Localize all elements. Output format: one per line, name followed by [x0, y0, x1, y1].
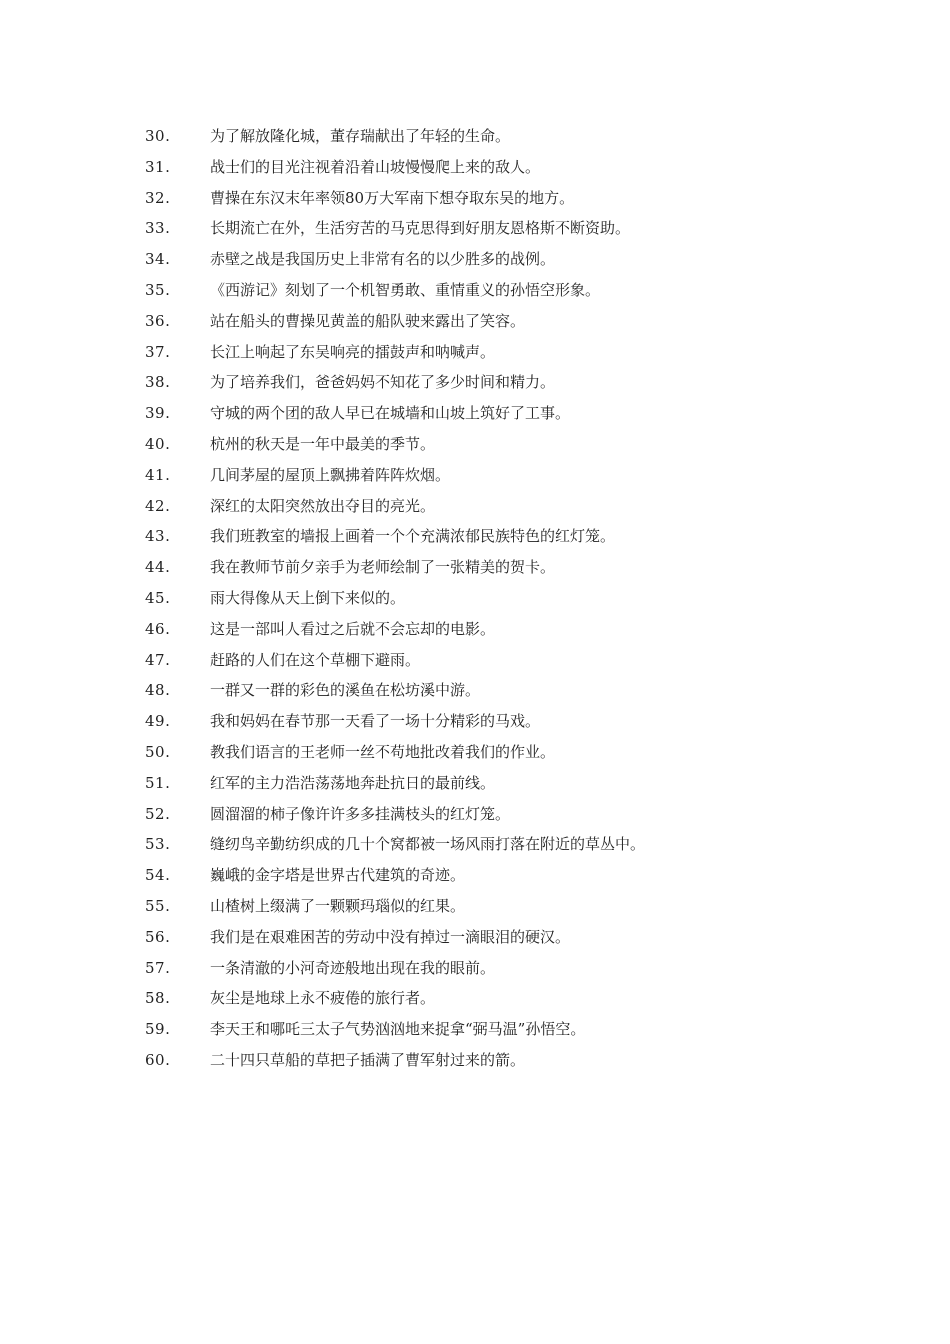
list-item [145, 645, 865, 676]
item-text: 缝纫鸟辛勤纺织成的几十个窝都被一场风雨打落在附近的草丛中。 [210, 835, 646, 854]
item-text: 我们班教室的墙报上画着一个个充满浓郁民族特色的红灯笼。 [210, 527, 616, 546]
item-text: 我们是在艰难困苦的劳动中没有掉过一滴眼泪的硬汉。 [210, 927, 571, 946]
item-text: 教我们语言的王老师一丝不苟地批改着我们的作业。 [210, 742, 556, 761]
item-number: 52. [145, 804, 171, 823]
item-text: 一条清澈的小河奇迹般地出现在我的眼前。 [210, 958, 496, 977]
item-text: 曹操在东汉末年率领80万大军南下想夺取东吴的地方。 [210, 188, 575, 207]
item-number: 54. [145, 866, 171, 885]
list-item [145, 152, 865, 183]
item-text: 为了解放隆化城，董存瑞献出了年轻的生命。 [210, 127, 511, 145]
item-text: 灰尘是地球上永不疲倦的旅行者。 [210, 989, 436, 1008]
list-item [145, 799, 865, 830]
item-number: 45. [145, 588, 171, 607]
item-text: 我和妈妈在春节那一天看了一场十分精彩的马戏。 [210, 712, 541, 731]
list-item [145, 121, 865, 152]
item-number: 57. [145, 958, 171, 977]
item-number: 38. [145, 373, 171, 392]
item-number: 59. [145, 1020, 171, 1039]
item-text: 红军的主力浩浩荡荡地奔赴抗日的最前线。 [210, 773, 496, 792]
item-text: 杭州的秋天是一年中最美的季节。 [210, 434, 436, 453]
list-item [145, 460, 865, 491]
list-item [145, 614, 865, 645]
item-number: 32. [145, 188, 171, 207]
item-text: 李天王和哪吒三太子气势汹汹地来捉拿“弼马温”孙悟空。 [210, 1020, 586, 1039]
item-number: 60. [145, 1050, 171, 1069]
item-number: 39. [145, 404, 171, 423]
item-number: 58. [145, 989, 171, 1008]
item-text: 巍峨的金字塔是世界古代建筑的奇迹。 [210, 866, 466, 885]
list-item [145, 398, 865, 429]
item-text: 我在教师节前夕亲手为老师绘制了一张精美的贺卡。 [210, 558, 556, 577]
list-item [145, 429, 865, 460]
item-text: 二十四只草船的草把子插满了曹军射过来的箭。 [210, 1050, 526, 1069]
list-item [145, 491, 865, 522]
item-text: 长江上响起了东吴响亮的擂鼓声和呐喊声。 [210, 342, 496, 361]
item-text: 站在船头的曹操见黄盖的船队驶来露出了笑容。 [210, 311, 526, 330]
item-text: 这是一部叫人看过之后就不会忘却的电影。 [210, 619, 496, 638]
list-item [145, 306, 865, 337]
list-item [145, 675, 865, 706]
list-item [145, 521, 865, 552]
item-text: 《西游记》刻划了一个机智勇敢、重情重义的孙悟空形象。 [210, 280, 601, 299]
list-item [145, 922, 865, 953]
list-item [145, 583, 865, 614]
item-number: 55. [145, 896, 171, 915]
list-item [145, 860, 865, 891]
list-item [145, 367, 865, 398]
list-item [145, 829, 865, 860]
list-item [145, 1045, 865, 1076]
item-number: 46. [145, 619, 171, 638]
item-number: 47. [145, 650, 171, 669]
item-text: 深红的太阳突然放出夺目的亮光。 [210, 496, 436, 515]
item-number: 43. [145, 527, 171, 546]
list-item [145, 275, 865, 306]
item-number: 50. [145, 742, 171, 761]
item-text: 赶路的人们在这个草棚下避雨。 [210, 650, 421, 669]
list-item [145, 213, 865, 244]
item-number: 40. [145, 434, 171, 453]
item-number: 51. [145, 773, 171, 792]
sentence-list [145, 121, 865, 1076]
item-number: 42. [145, 496, 171, 515]
item-text: 战士们的目光注视着沿着山坡慢慢爬上来的敌人。 [210, 157, 541, 176]
list-item [145, 244, 865, 275]
list-item [145, 737, 865, 768]
item-text: 圆溜溜的柿子像许许多多挂满枝头的红灯笼。 [210, 804, 511, 823]
item-number: 31. [145, 157, 171, 176]
item-text: 雨大得像从天上倒下来似的。 [210, 588, 406, 607]
item-number: 35. [145, 280, 171, 299]
list-item [145, 768, 865, 799]
item-number: 34. [145, 250, 171, 269]
list-item [145, 1014, 865, 1045]
item-number: 33. [145, 219, 171, 238]
list-item [145, 953, 865, 984]
list-item [145, 983, 865, 1014]
item-number: 30. [145, 127, 171, 145]
item-number: 48. [145, 681, 171, 700]
item-text: 为了培养我们，爸爸妈妈不知花了多少时间和精力。 [210, 373, 556, 392]
item-text: 赤壁之战是我国历史上非常有名的以少胜多的战例。 [210, 250, 556, 269]
item-text: 一群又一群的彩色的溪鱼在松坊溪中游。 [210, 681, 481, 700]
item-number: 37. [145, 342, 171, 361]
item-number: 53. [145, 835, 171, 854]
item-text: 长期流亡在外，生活穷苦的马克思得到好朋友恩格斯不断资助。 [210, 219, 631, 238]
item-number: 44. [145, 558, 171, 577]
item-number: 41. [145, 465, 171, 484]
item-number: 36. [145, 311, 171, 330]
item-text: 守城的两个团的敌人早已在城墙和山坡上筑好了工事。 [210, 404, 571, 423]
item-number: 56. [145, 927, 171, 946]
list-item [145, 337, 865, 368]
item-text: 几间茅屋的屋顶上飘拂着阵阵炊烟。 [210, 465, 451, 484]
list-item [145, 891, 865, 922]
list-item [145, 552, 865, 583]
list-item [145, 183, 865, 214]
item-text: 山楂树上缀满了一颗颗玛瑙似的红果。 [210, 896, 466, 915]
item-number: 49. [145, 712, 171, 731]
list-item [145, 706, 865, 737]
